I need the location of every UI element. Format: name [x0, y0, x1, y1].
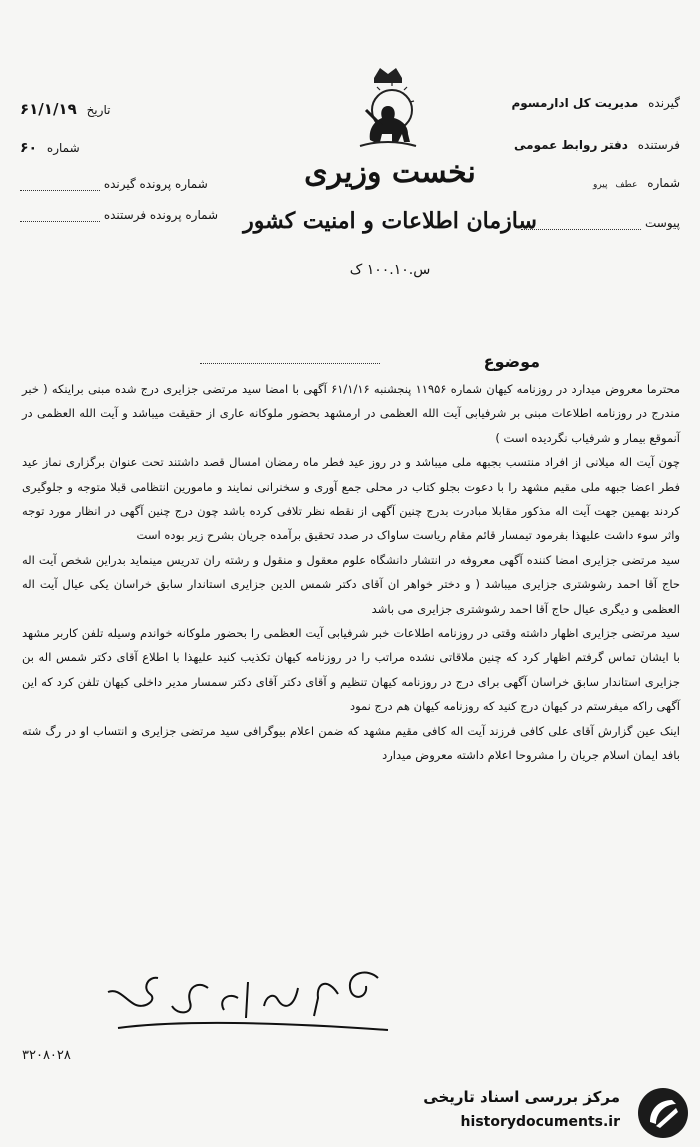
attachment-dots — [521, 229, 641, 230]
sender-value: دفتر روابط عمومی — [514, 138, 628, 152]
body-paragraph: اینک عین گزارش آقای علی کافی فرزند آیت اله کافی مقیم مشهد که ضمن اعلام بیوگرافی سید مرتضی جزایری و انتساب او در رگ شته بافد ایمان اسلام جریان را مشروحا اعلام داشته معروض میدارد — [22, 723, 680, 763]
number-sub-peyro: پیرو — [592, 180, 608, 190]
sender-file-label: شماره پرونده فرستنده — [103, 208, 219, 222]
subject-line — [200, 363, 380, 364]
date-label: تاریخ — [86, 103, 111, 117]
lion-and-sun-emblem — [352, 62, 424, 154]
org-title: نخست وزیری — [304, 155, 476, 190]
archive-logo-icon — [636, 1086, 690, 1140]
sender-label: فرستنده — [637, 138, 680, 152]
archive-url: historydocuments.ir — [460, 1114, 620, 1130]
receiver-file-dots — [20, 190, 100, 191]
sender-file-field — [20, 208, 218, 222]
number-field-right — [593, 176, 680, 190]
attachment-field — [521, 216, 680, 230]
attachment-label: پیوست — [645, 216, 680, 230]
archive-footer — [412, 1086, 692, 1140]
receiver-file-label: شماره پرونده گیرنده — [103, 177, 208, 191]
date-value: ۶۱/۱/۱۹ — [20, 100, 77, 118]
sender-field — [514, 138, 680, 152]
number-field-left — [20, 140, 80, 156]
receiver-value: مدیریت کل ادارمسوم — [511, 96, 639, 110]
org-code: س.۱۰۰.۱۰ ک — [349, 262, 431, 278]
body-paragraph: چون آیت اله میلانی از افراد منتسب بجبهه ملی میباشد و در روز عید فطر ماه رمضان امسال قصد داشتند تحت عنوان برگزاری نماز عید فطر اعضا جبهه ملی مقیم مشهد را با دعوت بجلو کتاب در محلی جمع آوری و سخنرانی نمایند و مامورین انتظامی قبلا متوجه و جلوگیری کردند بهمین جهت آیت اله مذکور مقابلا مبادرت بدرج چنین آگهی از نقطه نظر تلافی کرده باشد چون درج چنین آگهی در انظار مورد توجه واثر سوء داشت علیهذا بفرمود تیمسار قائم مقام ریاست ساواک در صدد تحقیق برآمده جریان بشرح زیر بوده است — [22, 455, 680, 543]
number-value-left: ۶۰ — [20, 140, 38, 156]
receiver-label: گیرنده — [648, 96, 680, 110]
receiver-file-field — [20, 177, 208, 191]
number-label-right: شماره — [647, 176, 680, 190]
archive-name-fa: مرکز بررسی اسناد تاریخی — [423, 1088, 620, 1106]
date-field — [20, 100, 110, 118]
number-label-left: شماره — [46, 141, 80, 155]
body-paragraph: سید مرتضی جزایری اظهار داشته وقتی در روزنامه اطلاعات خبر شرفیابی آیت العظمی را بحضور ملوکانه خواندم وسیله تلفن کاربر مشهد با ایشان تماس گرفتم اظهار کرد که چنین ملاقاتی نشده مراتب را در روزنامه کیهان تکذیب کنید علیهذا با اطلاع آقای دکتر شمس اله بن جزایری استاندار سابق خراسان آگهی برای درج در روزنامه کیهان تنظیم و آقای دکتر آقای دکتر سمسار مدیر داخلی کیهان تلفن کرد که این آگهی راکه میفرستم در کیهان درج کنید که روزنامه کیهان هم درج نمود — [22, 626, 680, 714]
subject-label: موضوع — [483, 352, 540, 371]
reference-number: ۳۲۰۸۰۲۸ — [22, 1048, 71, 1063]
receiver-field — [511, 96, 680, 110]
org-subtitle: سازمان اطلاعات و امنیت کشور — [243, 208, 537, 234]
number-sub-atf: عطف — [615, 180, 638, 190]
body-paragraph: سید مرتضی جزایری امضا کننده آگهی معروفه در انتشار دانشگاه علوم معقول و منقول و رشته ران تدریس مینماید بدراین شخص آیت اله حاج آقا احمد رشوشتری جزایری میباشد ( و دختر خواهر ان آقای دکتر شمس الدین جزایری استاندار سابق خراسان یکی عیال آیت اله العظمی و دیگری عیال حاج آقا احمد رشوشتری جزایری می باشد — [22, 552, 680, 616]
letter-body — [22, 377, 680, 768]
handwritten-signature — [98, 958, 398, 1048]
sender-file-dots — [20, 221, 100, 222]
body-paragraph: محترما معروض میدارد در روزنامه کیهان شماره ۱۱۹۵۶ پنجشنبه ۶۱/۱/۱۶ آگهی با امضا سید مرتضی جزایری درج شده مبنی براینکه ( خبر مندرج در روزنامه اطلاعات مبنی بر شرفیابی آیت الله العظمی در ارمشهد بحضور ملوکانه عاری از حقیقت میباشد و آیت الله العظمی در آنموقع بیمار و شرفیاب نگردیده است ) — [22, 382, 680, 445]
